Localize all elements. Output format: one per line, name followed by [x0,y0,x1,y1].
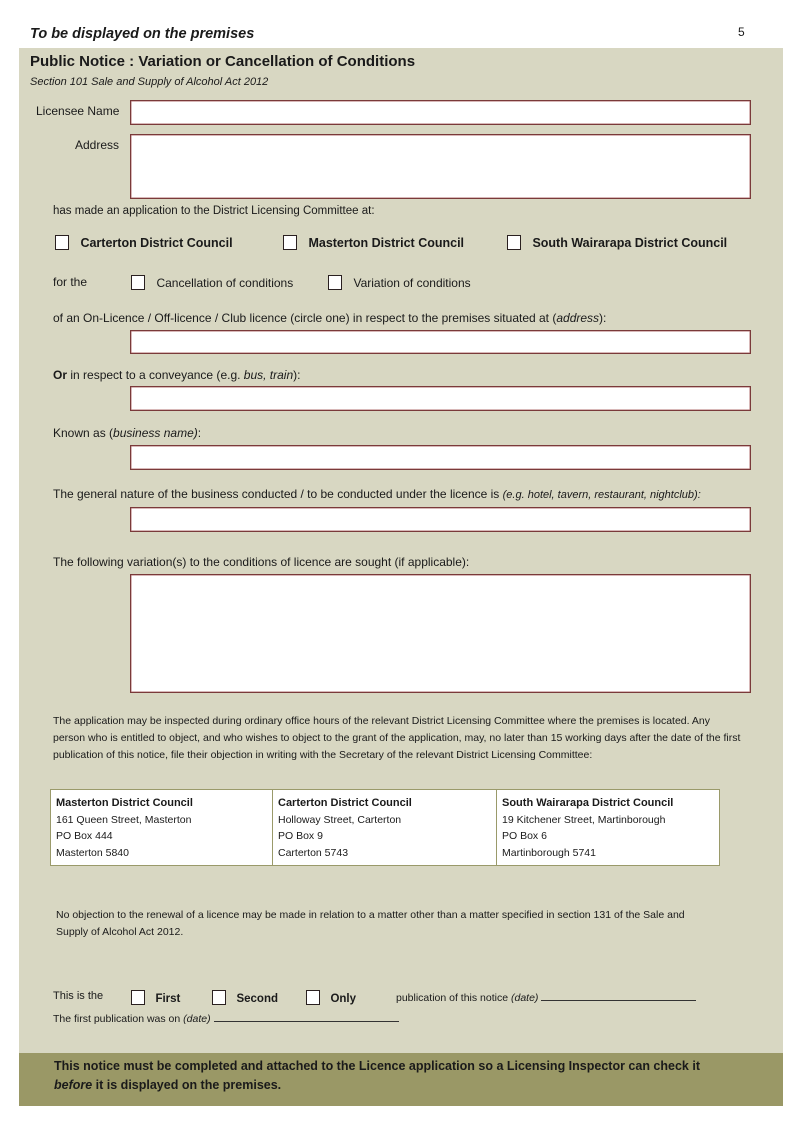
type-option-variation[interactable] [328,274,471,292]
first-publication-line [53,1011,399,1025]
publication-option-label: First [155,993,181,1005]
council-name: Masterton District Council [56,797,193,809]
council-name: Carterton District Council [278,797,412,809]
council-street: 161 Queen Street, Masterton [56,813,192,826]
council-option-label: South Wairarapa District Council [532,236,728,250]
council-po-box: PO Box 444 [56,830,113,842]
council-city: Martinborough 5741 [502,846,596,859]
this-is-the-label: This is the [53,990,104,1002]
type-option-label: Cancellation of conditions [156,276,294,290]
date-italic: (date) [511,992,539,1004]
council-name: South Wairarapa District Council [502,797,674,809]
nature-text: The general nature of the business conducted / to be conducted under the licence is [53,487,503,501]
council-city: Masterton 5840 [56,846,129,859]
council-address-table [50,789,720,866]
publication-option-label: Only [330,993,357,1005]
council-address-carterton [272,790,496,865]
first-publication-text: The first publication was on [53,1013,184,1025]
notice-title: Public Notice : Variation or Cancellation of Conditions [30,53,416,70]
inspection-paragraph: The application may be inspected during ordinary office hours of the relevant District Licensing Committee where the premises is located. Any person who is entitled to object, and who wishes to object to the grant of the application, may, no later than 15 working days after the date of the first publication of this notice, file their objection in writing with the Secretary of the relevant District Licensing Committee: [53,715,741,761]
council-option-south-wairarapa[interactable] [507,234,727,252]
top-heading: To be displayed on the premises [30,26,255,42]
council-po-box: PO Box 9 [278,830,323,842]
for-the-label: for the [53,275,88,289]
publication-option-label: Second [236,993,278,1005]
variations-field[interactable] [130,574,751,693]
date-italic: (date) [183,1013,211,1025]
renewal-note: No objection to the renewal of a licence may be made in relation to a matter other than a matter specified in section 131 of the Sale and Supply of Alcohol Act 2012. [56,909,685,938]
checkbox[interactable] [131,990,145,1005]
checkbox[interactable] [283,235,297,250]
footer-line-2 [54,1076,774,1095]
conveyance-text: in respect to a conveyance ( [67,368,221,382]
council-street: Holloway Street, Carterton [278,813,402,826]
council-city: Carterton 5743 [278,846,349,859]
nature-italic: (e.g. hotel, tavern, restaurant, nightclub): [502,489,701,501]
variations-label: The following variation(s) to the conditions of licence are sought (if applicable): [53,555,470,569]
footer-instruction [54,1057,774,1095]
footer-line-2-rest: it is displayed on the premises. [92,1078,282,1092]
publication-date-line [396,990,696,1004]
business-nature-label [53,487,701,501]
known-as-suffix: : [197,426,202,440]
application-intro: has made an application to the District Licensing Committee at: [53,205,375,217]
known-as-text: Known as ( [53,426,114,440]
address-label: Address [75,138,120,152]
checkbox[interactable] [306,990,320,1005]
business-nature-field[interactable] [130,507,751,532]
conveyance-italic: bus, train [240,368,294,382]
conveyance-field[interactable] [130,386,751,411]
footer-line-1: This notice must be completed and attached to the Licence application so a Licensing Inspector can check it [54,1059,700,1073]
conveyance-or: Or [53,368,68,382]
known-as-label [53,426,201,440]
known-as-italic: business name) [113,426,198,440]
checkbox[interactable] [55,235,69,250]
premises-address-field[interactable] [130,330,751,354]
council-option-carterton[interactable] [55,234,233,252]
premises-italic: address [556,311,600,325]
type-option-cancellation[interactable] [131,274,293,292]
notice-subtitle: Section 101 Sale and Supply of Alcohol Act 2012 [30,76,269,88]
checkbox[interactable] [507,235,521,250]
council-option-label: Masterton District Council [308,236,465,250]
conveyance-suffix: ): [293,368,301,382]
page-number: 5 [738,25,745,39]
publication-option-second[interactable] [212,989,278,1007]
checkbox[interactable] [328,275,342,290]
licensee-name-label: Licensee Name [36,104,120,118]
publication-text: publication of this notice [396,992,511,1004]
checkbox[interactable] [212,990,226,1005]
checkbox[interactable] [131,275,145,290]
licensee-name-field[interactable] [130,100,751,125]
publication-option-only[interactable] [306,989,356,1007]
council-address-south-wairarapa [496,790,719,865]
conveyance-label [53,368,301,382]
council-option-label: Carterton District Council [80,236,233,250]
premises-address-label [53,311,606,325]
council-street: 19 Kitchener Street, Martinborough [502,813,666,826]
business-name-field[interactable] [130,445,751,470]
address-field[interactable] [130,134,751,199]
council-po-box: PO Box 6 [502,830,547,842]
first-publication-date-field[interactable] [214,1011,399,1022]
footer-before-italic: before [54,1078,93,1092]
council-address-masterton [51,790,272,865]
premises-prefix: of an On-Licence / Off-licence / Club licence (circle one) in respect to the premises situated at ( [53,311,557,325]
publication-option-first[interactable] [131,989,180,1007]
type-option-label: Variation of conditions [353,276,471,290]
conveyance-eg: e.g. [220,368,241,382]
council-option-masterton[interactable] [283,234,464,252]
premises-suffix: ): [599,311,607,325]
publication-date-field[interactable] [541,990,696,1001]
